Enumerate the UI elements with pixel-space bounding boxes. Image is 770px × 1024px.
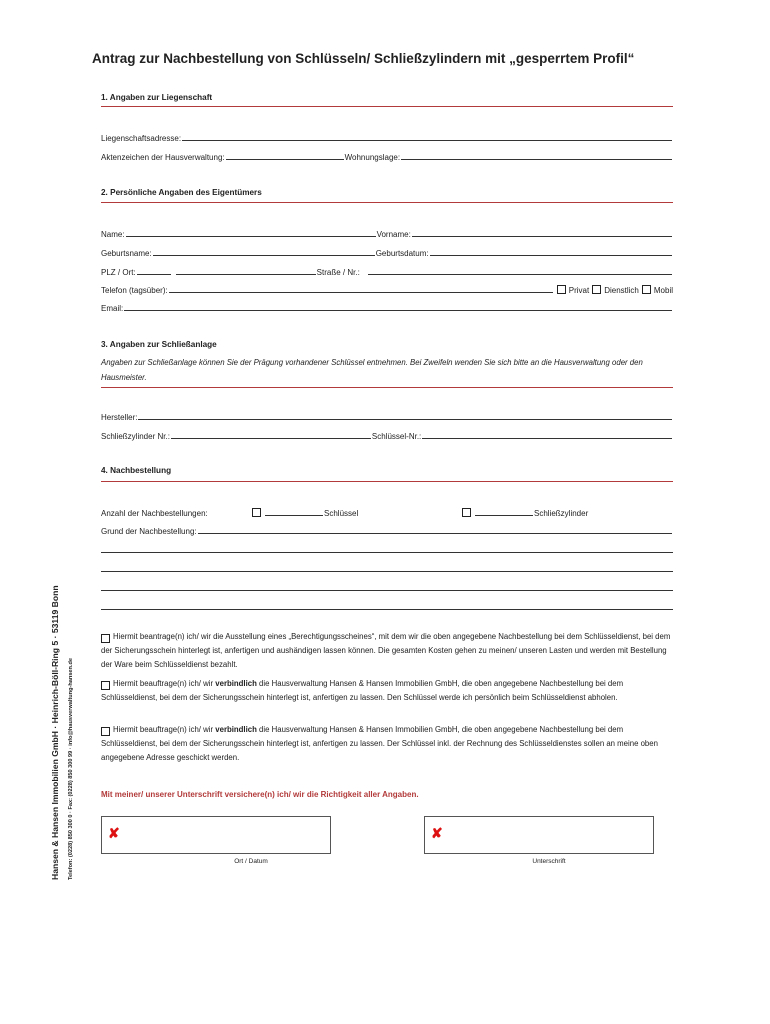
input-schluessel-nr[interactable]	[422, 438, 672, 439]
declaration-1-text: Hiermit beantrage(n) ich/ wir die Ausstellung eines „Berechtigungsscheines“, mit dem wir die oben angegebene Nachbestellung bei dem Schlüsseldienst, bei dem der Sicherungsschein hinterlegt ist, anfertigen und aushändigen lassen können. Die gesamten Kosten gehen zu meinen/ unseren Lasten und werden mit Bestellung der Ware beim Schlüsseldienst bezahlt.	[101, 632, 671, 669]
input-aktenzeichen[interactable]	[226, 159, 344, 160]
row-hersteller	[101, 410, 673, 422]
checkbox-schluessel[interactable]	[252, 508, 261, 517]
company-contact: Telefon: (0228) 850 300 0 · Fax: (0228) 850 300 99 · info@hausverwaltung-hansen.de	[68, 657, 74, 880]
company-address: Hansen & Hansen Immobilien GmbH · Heinrich-Böll-Ring 5 · 53119 Bonn	[50, 585, 60, 880]
input-wohnungslage[interactable]	[401, 159, 672, 160]
row-telefon	[101, 283, 673, 295]
label-aktenzeichen: Aktenzeichen der Hausverwaltung:	[101, 153, 225, 162]
label-name: Name:	[101, 230, 125, 239]
label-grund: Grund der Nachbestellung:	[101, 527, 197, 536]
input-anzahl-schluessel[interactable]	[265, 515, 323, 516]
label-schluessel-nr: Schlüssel-Nr.:	[371, 432, 422, 441]
caption-signature: Unterschrift	[532, 858, 566, 865]
row-anzahl	[101, 506, 673, 518]
input-ort[interactable]	[176, 274, 316, 275]
label-strasse: Straße / Nr.:	[316, 268, 360, 277]
row-zylinder-nr	[101, 429, 673, 441]
signature-mark-icon: ✘	[431, 825, 443, 841]
label-privat: Privat	[568, 286, 590, 295]
section-divider	[101, 387, 673, 388]
row-aktenzeichen	[101, 150, 673, 162]
input-plz[interactable]	[137, 274, 171, 275]
checkbox-dienstlich[interactable]	[592, 285, 601, 294]
declaration-3	[101, 723, 673, 765]
confirmation-text: Mit meiner/ unserer Unterschrift versichere(n) ich/ wir die Richtigkeit aller Angaben.	[101, 790, 419, 799]
label-email: Email:	[101, 304, 124, 313]
caption-place-date: Ort / Datum	[234, 858, 268, 865]
section-divider	[101, 202, 673, 203]
section-divider	[101, 106, 673, 107]
checkbox-privat[interactable]	[557, 285, 566, 294]
declaration-3-pre: Hiermit beauftrage(n) ich/ wir	[113, 725, 216, 734]
page-title: Antrag zur Nachbestellung von Schlüsseln/ Schließzylindern mit „gesperrtem Profil“	[92, 51, 635, 66]
label-vorname: Vorname:	[376, 230, 411, 239]
label-geburtsname: Geburtsname:	[101, 249, 152, 258]
label-geburtsdatum: Geburtsdatum:	[375, 249, 429, 258]
input-grund[interactable]	[198, 533, 672, 534]
declaration-3-post: die Hausverwaltung Hansen & Hansen Immobilien GmbH, die oben angegebene Nachbestellung bei dem Schlüsseldienst, bei dem der Sicherungsschein hinterlegt ist, anfertigen zu lassen. Der Schlüssel inkl. der Rechnung des Schlüsseldienstes sollen an meine oben angegebene Adresse geschickt werden.	[101, 725, 658, 762]
label-liegenschaftsadresse: Liegenschaftsadresse:	[101, 134, 182, 143]
label-mobil: Mobil	[653, 286, 673, 295]
label-telefon: Telefon (tagsüber):	[101, 286, 168, 295]
label-hersteller: Hersteller:	[101, 413, 138, 422]
row-plz-ort	[101, 265, 673, 277]
checkbox-declaration-3[interactable]	[101, 727, 110, 736]
label-schliesszylinder: Schließzylinder	[534, 509, 589, 518]
signature-box-signature[interactable]	[424, 816, 654, 854]
input-strasse[interactable]	[368, 274, 672, 275]
signature-box-place-date[interactable]	[101, 816, 331, 854]
section-3-heading: 3. Angaben zur Schließanlage	[101, 340, 217, 349]
label-zylinder-nr: Schließzylinder Nr.:	[101, 432, 170, 441]
blank-line[interactable]	[101, 609, 673, 610]
label-plz-ort: PLZ / Ort:	[101, 268, 136, 277]
checkbox-declaration-1[interactable]	[101, 634, 110, 643]
input-zylinder-nr[interactable]	[171, 438, 371, 439]
section-divider	[101, 481, 673, 482]
declaration-2-post: die Hausverwaltung Hansen & Hansen Immobilien GmbH, die oben angegebene Nachbestellung bei dem Schlüsseldienst, bei dem der Sicherungsschein hinterlegt ist, anfertigen zu lassen. Den Schlüssel werde ich persönlich beim Schlüsseldienst abholen.	[101, 679, 624, 702]
section-2-heading: 2. Persönliche Angaben des Eigentümers	[101, 188, 262, 197]
section-1-heading: 1. Angaben zur Liegenschaft	[101, 93, 213, 102]
label-dienstlich: Dienstlich	[604, 286, 639, 295]
company-sidebar	[50, 585, 74, 880]
input-geburtsname[interactable]	[153, 255, 375, 256]
checkbox-schliesszylinder[interactable]	[462, 508, 471, 517]
section-3-note: Angaben zur Schließanlage können Sie der Prägung vorhandener Schlüssel entnehmen. Bei Zweifeln wenden Sie sich bitte an die Hausverwaltung oder den Hausmeister.	[101, 358, 643, 382]
blank-line[interactable]	[101, 571, 673, 572]
checkbox-mobil[interactable]	[642, 285, 651, 294]
label-anzahl: Anzahl der Nachbestellungen:	[101, 509, 208, 518]
label-wohnungslage: Wohnungslage:	[344, 153, 401, 162]
row-grund	[101, 524, 673, 536]
input-liegenschaftsadresse[interactable]	[182, 140, 672, 141]
input-email[interactable]	[124, 310, 672, 311]
input-vorname[interactable]	[412, 236, 672, 237]
row-liegenschaftsadresse	[101, 131, 673, 143]
input-geburtsdatum[interactable]	[430, 255, 672, 256]
row-name	[101, 227, 673, 239]
blank-line[interactable]	[101, 590, 673, 591]
checkbox-declaration-2[interactable]	[101, 681, 110, 690]
row-email	[101, 301, 673, 313]
blank-line[interactable]	[101, 552, 673, 553]
row-geburtsname	[101, 246, 673, 258]
declaration-2	[101, 677, 673, 705]
input-name[interactable]	[126, 236, 376, 237]
section-4-heading: 4. Nachbestellung	[101, 466, 172, 475]
declaration-2-bold: verbindlich	[215, 679, 257, 688]
declaration-1	[101, 630, 673, 672]
signature-mark-icon: ✘	[108, 825, 120, 841]
label-schluessel: Schlüssel	[324, 509, 359, 518]
declaration-3-bold: verbindlich	[215, 725, 257, 734]
declaration-2-pre: Hiermit beauftrage(n) ich/ wir	[113, 679, 216, 688]
input-telefon[interactable]	[169, 292, 553, 293]
input-hersteller[interactable]	[138, 419, 672, 420]
input-anzahl-zylinder[interactable]	[475, 515, 533, 516]
